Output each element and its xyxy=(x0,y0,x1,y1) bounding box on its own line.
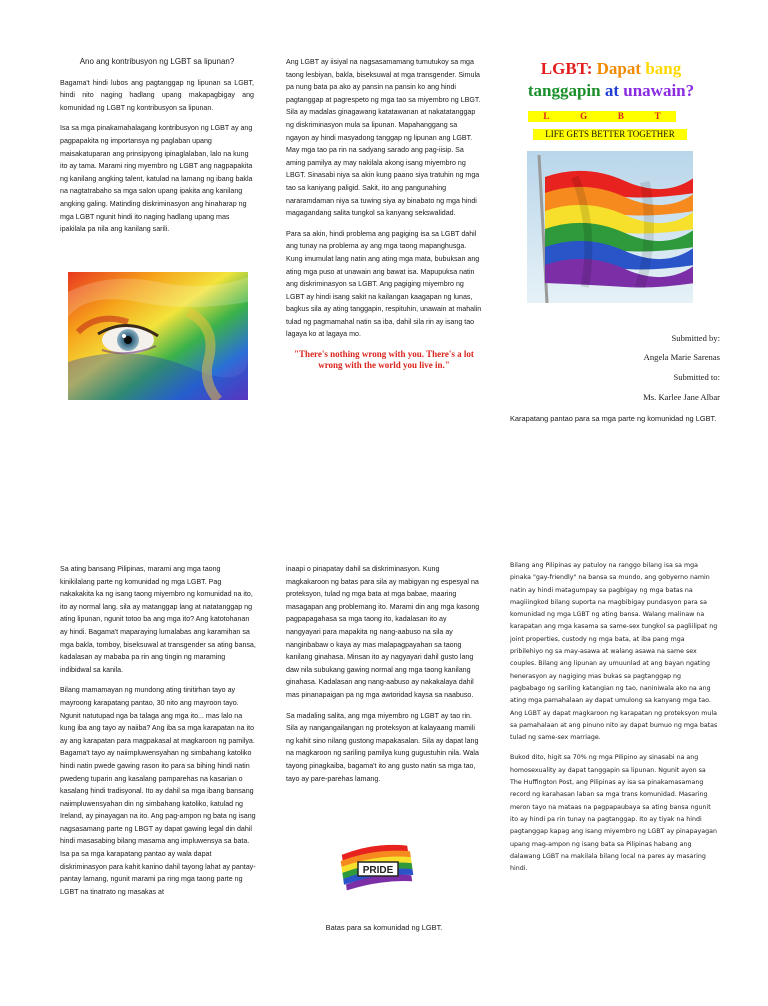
page1-column-1 xyxy=(60,56,254,244)
pride-logo xyxy=(338,838,416,898)
page2-caption: Batas para sa komunidad ng LGBT. xyxy=(325,923,443,932)
title-word-unawain: unawain? xyxy=(623,81,695,100)
contribution-heading: Ano ang kontribusyon ng LGBT sa lipunan? xyxy=(79,57,235,66)
lgbt-definition-paragraph: Ang LGBT ay iisiyal na nagsasamamang tumutukoy sa mga taong lesbiyan, bakla, biseksuwal at mga transgender. Simula pa nung bata pa ako ay pansin na pansin ko ang hindi pagtanggap at pagrespeto ng mga tao sa miyembro ng LBGT. Sila ay madalas ginagawang katatawanan at nakatatanggap ng diskriminasyon mula sa lipunan. Mapahanggang sa ngayon ay hindi masyadong tanggap ng lipunan ang LGBT. May mga tao pa rin na sadyang sarado ang pag-iisip. Sa aming pamilya ay may nakilala akong isang miyembro ng LBGT. Sinasabi niya sa akin kung paano siya tratuhin ng mga tao sa kaniyang paligid. Sakit, ito ang pangunahing nararamdaman niya sa tuwing siya ay binabato ng mga hindi magagandang salita tungkol sa kanyang sekswalidad. xyxy=(286,58,481,218)
title-word-tanggapin: tanggapin xyxy=(527,81,601,100)
pride-label: PRIDE xyxy=(362,865,394,876)
page2-column-3 xyxy=(510,560,718,883)
lgbt-letters-banner xyxy=(528,111,676,122)
contribution-intro: Bagama't hindi lubos ang pagtanggap ng lipunan sa LGBT, hindi nito naging hadlang upang makapagbigay ang komunidad ng LGBT ng kontribusyon sa lipunan. xyxy=(60,78,254,112)
letter-g: G xyxy=(580,111,588,121)
letter-t: T xyxy=(654,111,661,121)
tagline-banner: LIFE GETS BETTER TOGETHER xyxy=(533,129,687,140)
submitted-by-label: Submitted by: xyxy=(671,333,720,343)
title-word-lgbt: LGBT: xyxy=(540,59,593,78)
page1-caption: Karapatang pantao para sa mga parte ng komunidad ng LGBT. xyxy=(510,414,717,423)
letter-b: B xyxy=(617,111,624,121)
rainbow-flag-photo xyxy=(527,151,693,303)
submitted-to-name: Ms. Karlee Jane Albar xyxy=(643,392,720,402)
discrimination-paragraph: inaapi o pinapatay dahil sa diskriminasyon. Kung magkakaroon ng batas para sila ay mabigyan ng espesyal na proteksyon, tulad ng mga bata at mga babae, maaring masagapan ang problemang ito. Marami din ang mga kasong pagpapagahasa sa mga taong ito, kadalasan ito ay nangyayari para mapakita ng nang-aabuso na sila ay nanginbabaw o kaya ay mas malapagpayahan sa taong kanilang ginahasa. Minsan ito ay nagyayari dahil gusto lang daw nila subukang gawing normal ang mga taong kanilang ginahasa. Kadalasan ang nang-aabuso ay nakakalaya dahil mas pinanapaigan pa ng mga awtoridad kaysa sa naabuso. xyxy=(286,565,480,699)
philippines-lgbt-paragraph: Sa ating bansang Pilipinas, marami ang mga taong kinikilalang parte ng komunidad ng mga LGBT. Pag nakakakita ka ng isang taong miyembro ng komunidad na ito, ito ay normal lang. sila ay matanggap lang at natatanggap ng ating lipunan, ngunit totoo ba ang mga ito? Ang katotohanan ay hindi. Bagama't maparaying lumalabas ang karamihan sa mga bakla, tomboy, biseksuwal at transgender sa ating bansa, kadalasan ay mababa pa rin ang tingin ng maraming indibidwal sa kanila. xyxy=(60,565,256,674)
page2-column-1 xyxy=(60,563,256,906)
rainbow-flag-illustration xyxy=(527,151,693,303)
rainbow-face-photo xyxy=(68,272,248,400)
page1-column-2 xyxy=(286,56,482,379)
title-word-bang: bang xyxy=(645,59,682,78)
pride-brush-illustration xyxy=(338,838,416,898)
opinion-paragraph: Para sa akin, hindi problema ang pagiging isa sa LGBT dahil ang tunay na problema ay ang mga taong mapanghusga. Kung imumulat lang natin ang ating mga mata, bubuksan ang ating mga puso at unawain ang bawat isa. Mapupuksa natin ang diskriminasyon sa LGBT. Ang pagiging miyembro ng LGBT ay hindi isang sakit na kailangan kaagapan ng lunas, bagkus sila ay ating tanggapin, respituhin, unawain at mahalin tulad ng pagmamahal natin sa iba, dahil sila rin ay isang tao lagaya ko at lagaya mo. xyxy=(286,229,482,339)
submitted-to-label: Submitted to: xyxy=(673,372,720,382)
submitted-by-name: Angela Marie Sarenas xyxy=(643,352,720,362)
title-word-dapat: Dapat xyxy=(596,59,642,78)
human-rights-paragraph: Bilang mamamayan ng mundong ating tinitirhan tayo ay mayroong karapatang pantao, 30 nito ang mayroon tayo. Ngunit natutupad nga ba talaga ang mga ito... mas lalo na kung iba ang tayo ay naiiba? Ang iba sa mga karapatan na ito ay ang karapatan para magpakasal at magkaroon ng pamilya. Bagama't tayo ay naiimpluwensyahan ng simbahang katoliko hindi natin pwede gawing rason ito para sa bihing hindi natin pwedeng tuparin ang kasalang pamparehas na kasarian o kasalang hindi tradisyonal. Ito ay dahil sa mga ibang bansang naiimpluwensyahan din ng simbahang katoliko, katulad ng Ireland, ay pinayagan na ito. Ang pag-ampon ng bata ng isang nagsasamang parte ng LBGT ay dapat gawing legal din dahil hindi masasabing bilang masama ang impluwensya sa bata. Isa pa sa mga karapatang pantao ay wala dapat diskriminasyon para kahit kanino dahil tayong lahat ay pantay-pantay lamang, ngunit marami pa ring mga taong parte ng LGBT na tinatrato ng masakas at xyxy=(60,686,256,896)
title-word-at: at xyxy=(604,81,620,100)
letter-l: L xyxy=(543,111,550,121)
conclusion-paragraph: Sa madaling salita, ang mga miyembro ng LGBT ay tao rin. Sila ay nangangailangan ng proteksyon at kalayaang mamili ng kahit sino nilang gustong mapakasalan. Sila ay dapat lang na magkaroon ng sariling pamilya kung gugustuhin nila. Wala tayong pinagkaiba, bagama't ito ang gusto natin sa mga tao, tayo ay pare-parehas lamang. xyxy=(286,711,479,783)
government-laws-paragraph: Bilang ang Pilipinas ay patuloy na ranggo bilang isa sa mga pinaka "gay-friendly" na bansa sa mundo, ang gobyerno namin natin ay hindi matagumpay sa pagbigay ng mga batas na magiiingkod bilang suporta na magbibigay pundasyon para sa komunidad ng mga LGBT ng ating bansa. Walang malinaw na karapatan ang mga kasama sa same-sex tungkol sa pagliilipat ng joint properties, custody ng mga bata, at iba pang mga pribilehiyo ng sa may-asawa at walang asawa na same sex couples. Bilang ang lipunan ay umuunlad at ang bayan ngating henerasyon ay nagiging mas bukas sa pagtanggap ng pagbabago ng sariling katangian ng tao, naniniwala ako na ang ating mga pamahalaan ay dapat umulong sa kanyang mga tao. Ang LGBT ay dapat magkaroon ng karapatan ng proteksyon mula sa pamahalaan at ang pinuno nito ay dapat bumuo ng mga batas tulad ng same-sex marriage. xyxy=(510,562,718,742)
rainbow-face-illustration xyxy=(68,272,248,400)
featured-quote: "There's nothing wrong with you. There's a lot wrong with the world you live in." xyxy=(294,349,474,371)
page2-column-2 xyxy=(286,563,482,793)
acceptance-statistics-paragraph: Bukod dito, higit sa 70% ng mga Pilipino ay sinasabi na ang homosexuality ay dapat tanggapin sa lipunan. Ngunit ayon sa The Huffington Post, ang Pilipinas ay isa sa pinakamasamang record ng karahasan laban sa mga trans komunidad. Masaring meron tayo na mataas na pagpapaubaya sa ating bansa ngunit ito ay hindi pa rin tunay na pagtanggap. Ito ay tiyak na hindi pagtanggap kapag ang isang miyembro ng LGBT ay pinapayagan upang mag-ampon ng isang bata sa Pilipinas habang ang dalawang LGBT na makilala bilang local na pares ay masaring hindi. xyxy=(510,754,717,873)
contribution-body: Isa sa mga pinakamahalagang kontribusyon ng LGBT ay ang pagpapakita ng importansya ng paglaban upang maisakatuparan ang prinsipyong ipinaglalaban, lalo na kung ito ay tama. Marami ring myembro ng LGBT ang nagpapakita ng kanilang angking talent, katulad na lamang ng ibang bakla na nagtatrabaho sa mga salon upang ipakita ang kanilang angking galing. Matinding diskriminasyon ang hinaharap ng mga LGBT ngunit hindi ito naging hadlang upang mas ipakilala pa nila ang kanilang sarili. xyxy=(60,124,253,234)
brochure-title xyxy=(506,58,716,102)
